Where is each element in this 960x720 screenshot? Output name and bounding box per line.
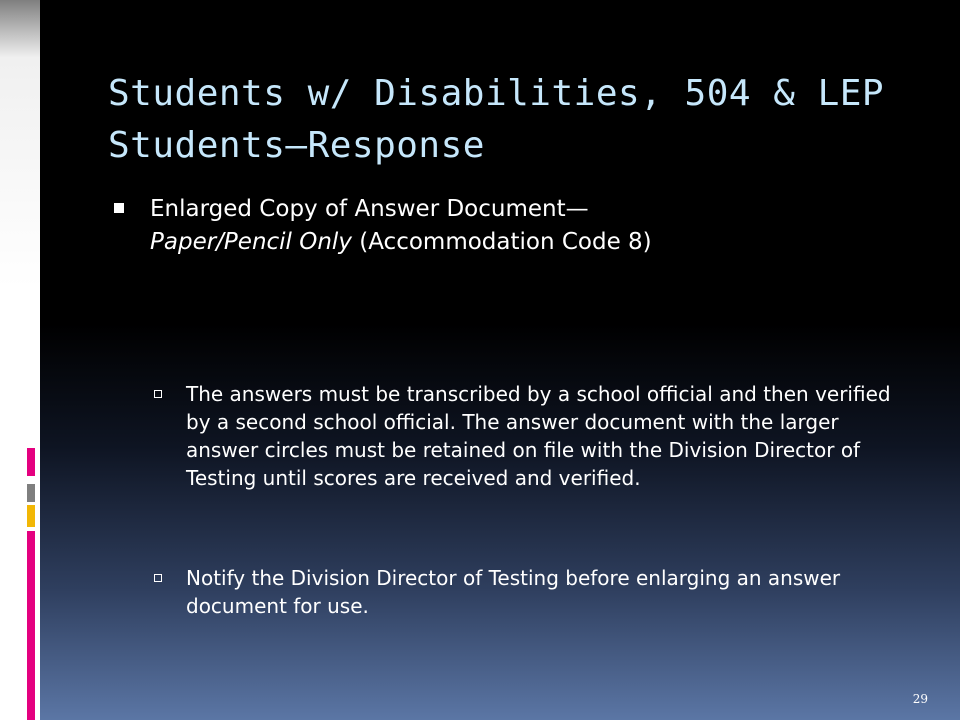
left-rail	[0, 0, 40, 720]
accent-bar-magenta-top	[27, 448, 35, 476]
sub-bullet-text: The answers must be transcribed by a school official and then verified by a second school official. The answer document with the larger answer circles must be retained on file with the Division Director of Testing until scores are received and verified.	[186, 382, 891, 490]
hollow-square-bullet-icon	[154, 390, 162, 398]
bullet-text	[150, 193, 870, 259]
page-number: 29	[912, 692, 928, 706]
slide-title: Students w/ Disabilities, 504 & LEP Students—Response	[108, 73, 885, 166]
square-bullet-icon	[114, 203, 124, 213]
accent-bar-yellow	[27, 505, 35, 527]
hollow-square-bullet-icon	[154, 574, 162, 582]
bullet-text-part-1: Enlarged Copy of Answer Document—	[150, 196, 589, 222]
sub-bullet-text: Notify the Division Director of Testing before enlarging an answer document for use.	[186, 566, 841, 618]
bullet-text-italic: Paper/Pencil Only	[150, 229, 352, 255]
accent-bar-gray	[27, 484, 35, 502]
bullet-text-part-2: (Accommodation Code 8)	[351, 229, 652, 255]
accent-bar-magenta-bottom	[27, 531, 35, 720]
